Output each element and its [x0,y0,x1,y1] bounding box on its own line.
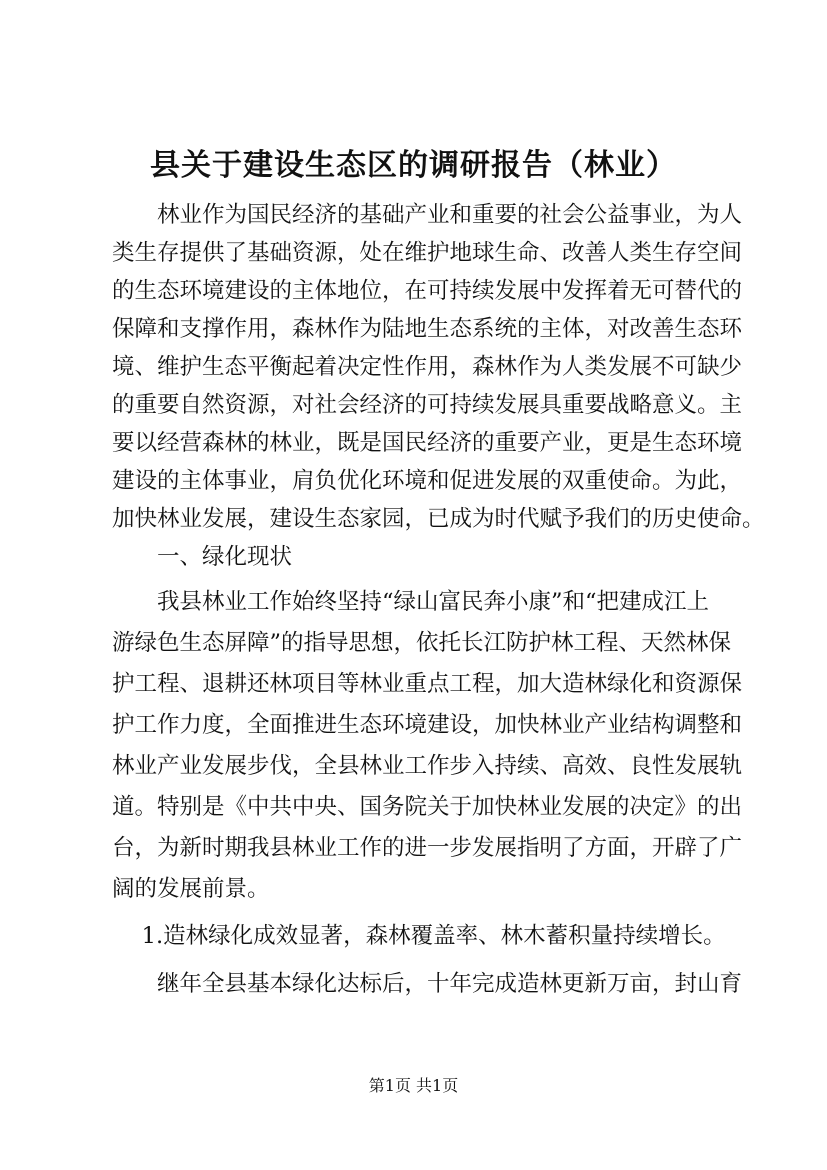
paragraph-line: 台，为新时期我县林业工作的进一步发展指明了方面，开辟了广 [112,835,743,861]
paragraph-line: 林业作为国民经济的基础产业和重要的社会公益事业，为人 [112,202,743,228]
section-heading: 一、绿化现状 [112,544,293,570]
paragraph-line: 游绿色生态屏障”的指导思想，依托长江防护林工程、天然林保 [112,630,732,656]
paragraph-line: 护工作力度，全面推进生态环境建设，加快林业产业结构调整和 [112,712,743,738]
subheading-line: 1.造林绿化成效显著，森林覆盖率、林木蓄积量持续增长。 [112,923,726,949]
paragraph-line: 阔的发展前景。 [112,876,270,902]
paragraph-line: 建设的主体事业，肩负优化环境和促进发展的双重使命。为此， [112,468,743,494]
paragraph-line: 加快林业发展，建设生态家园，已成为时代赋予我们的历史使命。 [112,506,765,532]
paragraph-line: 的重要自然资源，对社会经济的可持续发展具重要战略意义。主 [112,392,743,418]
paragraph-line: 道。特别是《中共中央、国务院关于加快林业发展的决定》的出 [112,794,743,820]
paragraph-line: 继年全县基本绿化达标后，十年完成造林更新万亩，封山育 [112,971,743,997]
paragraph-line: 我县林业工作始终坚持“绿山富民奔小康”和“把建成江上 [112,589,710,615]
page-number: 第1页 共1页 [368,1076,459,1095]
paragraph-line: 要以经营森林的林业，既是国民经济的重要产业，更是生态环境 [112,430,743,456]
paragraph-line: 境、维护生态平衡起着决定性作用，森林作为人类发展不可缺少 [112,354,743,380]
paragraph-line: 的生态环境建设的主体地位，在可持续发展中发挥着无可替代的 [112,278,743,304]
paragraph-line: 保障和支撑作用，森林作为陆地生态系统的主体，对改善生态环 [112,316,743,342]
document-title: 县关于建设生态区的调研报告（林业） [150,148,677,183]
paragraph-line: 护工程、退耕还林项目等林业重点工程，加大造林绿化和资源保 [112,671,743,697]
paragraph-line: 林业产业发展步伐，全县林业工作步入持续、高效、良性发展轨 [112,753,743,779]
paragraph-line: 类生存提供了基础资源，处在维护地球生命、改善人类生存空间 [112,240,743,266]
